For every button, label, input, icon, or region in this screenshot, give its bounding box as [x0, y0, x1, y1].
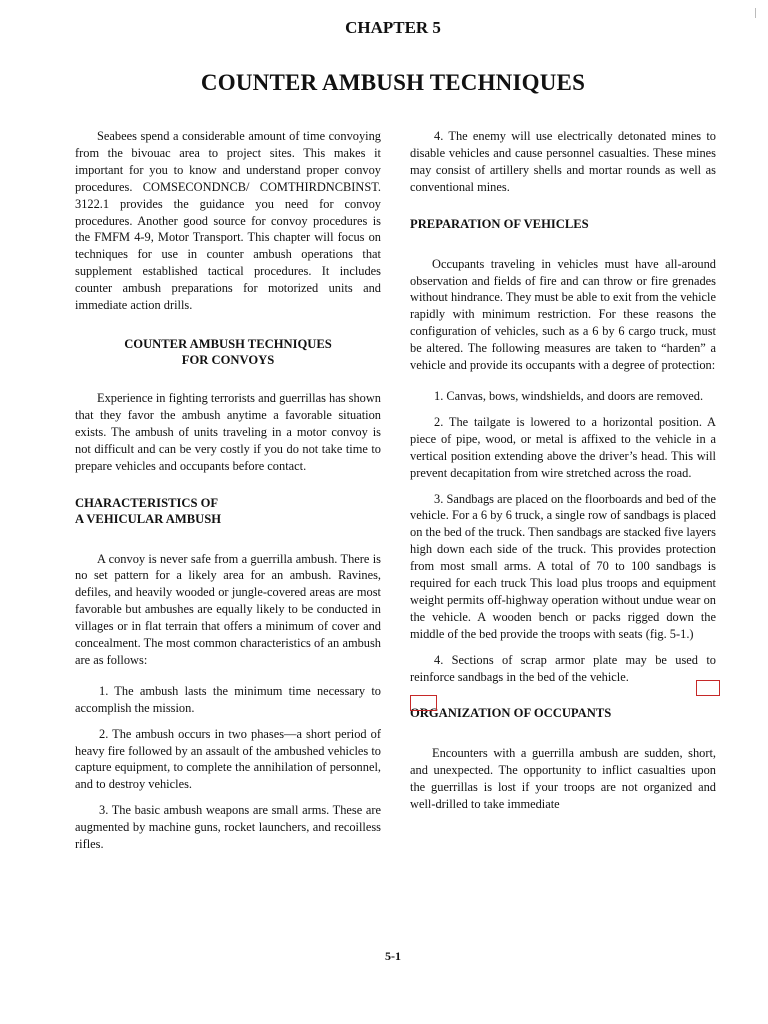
measure-item-1: 1. Canvas, bows, windshields, and doors are removed. — [434, 388, 704, 403]
experience-paragraph: Experience in fighting terrorists and guerrillas has shown that they favor the ambush anytime a favorable situation exists. The ambush of units traveling in a motor convoy is not difficult and can be very costly if you do not take time to prepare vehicles and occupants before contact. — [75, 390, 381, 473]
section-heading-characteristics — [75, 495, 381, 527]
chapter-label: CHAPTER 5 — [345, 18, 441, 37]
annotation-box — [696, 680, 720, 696]
right-column — [410, 128, 716, 827]
characteristic-item-3: 3. The basic ambush weapons are small arms. These are augmented by machine guns, rocket launchers, and recoilless rifles. — [75, 803, 381, 852]
section-heading-preparation: PREPARATION OF VEHICLES — [410, 216, 589, 231]
occupants-paragraph: Occupants traveling in vehicles must have all-around observation and fields of fire and can throw or fire grenades without hindrance. They must be able to exit from the vehicle rapidly with minimum restriction. For these reasons the configuration of vehicles, such as a 6 by 6 cargo truck, must be altered. The following measures are taken to “harden” a vehicle and provide its occupants with a degree of protection: — [410, 256, 716, 373]
characteristic-item-2: 2. The ambush occurs in two phases—a short period of heavy fire followed by an assault of the ambushed vehicles to capture equipment, to complete the annihilation of personnel, and to destroy vehicles. — [75, 726, 381, 792]
heading-line: FOR CONVOYS — [181, 352, 275, 367]
section-heading-organization: ORGANIZATION OF OCCUPANTS — [410, 706, 612, 721]
encounters-paragraph: Encounters with a guerrilla ambush are sudden, short, and unexpected. The opportunity to inflict casualties upon the guerrillas is lost if your troops are not organized and well-drilled to take immediate — [410, 746, 716, 812]
page-title: COUNTER AMBUSH TECHNIQUES — [200, 70, 586, 95]
annotation-box — [410, 695, 437, 711]
heading-line: A VEHICULAR AMBUSH — [75, 511, 222, 526]
measure-item-2: 2. The tailgate is lowered to a horizontal position. A piece of pipe, wood, or metal is affixed to the vehicle in a vertical position extending above the driver’s head. This will prevent decapitation from wire stretched across the road. — [410, 414, 716, 480]
intro-paragraph: Seabees spend a considerable amount of time convoying from the bivouac area to project sites. This makes it important for you to know and understand proper convoy procedures. COMSECONDNCB/ COMTHIRDNCBINST. 3122.1 provides the guidance you need for convoy procedures. Another good source for convoy procedures is the FMFM 4-9, Motor Transport. This chapter will focus on techniques for use in counter ambush operations that supplement established tactical procedures. It includes counter ambush preparations for motorized units and immediate action drills. — [75, 129, 381, 313]
measure-item-4: 4. Sections of scrap armor plate may be used to reinforce sandbags in the bed of the vehicle. — [410, 652, 716, 684]
measure-item-3: 3. Sandbags are placed on the floorboards and bed of the vehicle. For a 6 by 6 truck, a single row of sandbags is placed on the bed of the truck. Then sandbags are stacked five layers high down each side of the truck. This provides protection from most small arms. A total of 70 to 100 sandbags is required for each truck This load plus troops and equipment weight permits off-highway operation without undue wear on the vehicle. A wooden bench or packs rigged down the middle of the bed provide the troops with seats (fig. 5-1.) — [410, 491, 716, 641]
characteristic-item-1: 1. The ambush lasts the minimum time necessary to accomplish the mission. — [75, 683, 381, 715]
heading-line: COUNTER AMBUSH TECHNIQUES — [124, 336, 332, 351]
left-column — [75, 128, 381, 862]
heading-line: CHARACTERISTICS OF — [75, 495, 219, 510]
section-heading-techniques — [75, 336, 381, 368]
convoy-paragraph: A convoy is never safe from a guerrilla ambush. There is no set pattern for a likely area for an ambush. Ravines, defiles, and heavily wooded or jungle-covered areas are most favorable but ambushes are equally likely to be conducted in villages or in flat terrain that offers a minimum of cover and concealment. The most common characteristics of an ambush are as follows: — [75, 551, 381, 667]
page-number: 5-1 — [385, 949, 401, 963]
page-edge-mark — [755, 8, 756, 18]
characteristic-item-4: 4. The enemy will use electrically detonated mines to disable vehicles and cause personnel casualties. These mines may consist of artillery shells and mortar rounds as well as conventional mines. — [410, 129, 716, 194]
